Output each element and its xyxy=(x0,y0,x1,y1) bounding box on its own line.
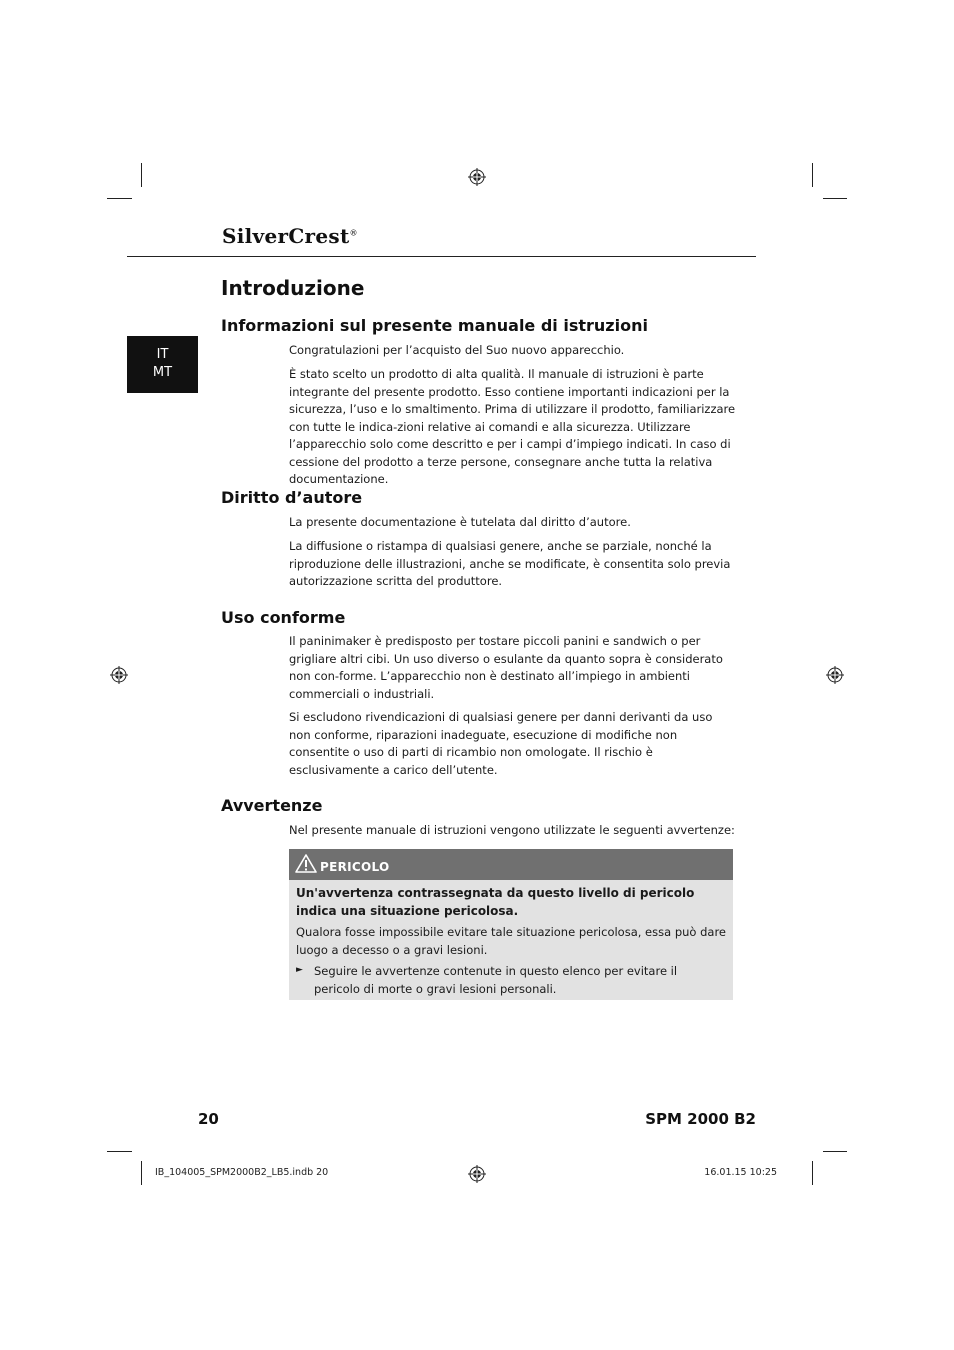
crop-mark xyxy=(141,1161,142,1185)
section-heading: Avvertenze xyxy=(221,796,323,815)
brand-logo xyxy=(222,224,358,248)
crop-mark xyxy=(812,163,813,187)
page-number: 20 xyxy=(198,1110,219,1128)
section-heading: Diritto d’autore xyxy=(221,488,363,507)
warning-label: PERICOLO xyxy=(320,860,390,874)
registration-mark-icon xyxy=(826,666,844,684)
print-slug-date: 16.01.15 10:25 xyxy=(704,1167,777,1178)
paragraph: Il paninimaker è predisposto per tostare piccoli panini e sandwich o per grigliare altri cibi. Un uso diverso o esulante da quanto sopra è considerato non con-forme. L’apparecchio non è destinato all’impiego in ambienti commerciali o industriali. xyxy=(289,634,723,701)
crop-mark xyxy=(107,198,132,199)
registration-mark-icon xyxy=(468,168,486,186)
warning-triangle-icon xyxy=(295,854,317,873)
paragraph: È stato scelto un prodotto di alta qualità. Il manuale di istruzioni è parte integrante del presente prodotto. Esso contiene importanti indicazioni per la sicurezza, l’uso e lo smaltimento. Prima di utilizzare il prodotto, familiarizzare con tutte le indica-zioni relative ai comandi e alla sicurezza. Utilizzare l’apparecchio solo come descritto e per i campi d’impiego indicati. In caso di cessione del prodotto a terze persone, consegnare anche tutta la relativa documentazione. xyxy=(289,367,736,486)
warning-header xyxy=(289,849,733,880)
section-heading: Informazioni sul presente manuale di istruzioni xyxy=(221,316,648,335)
language-tab-it: IT xyxy=(156,347,169,362)
registered-mark: ® xyxy=(349,228,358,238)
language-tab-mt: MT xyxy=(152,365,173,380)
warning-bold-text: Un'avvertenza contrassegnata da questo livello di pericolo indica una situazione pericolosa. xyxy=(296,886,695,918)
paragraph: Nel presente manuale di istruzioni vengono utilizzate le seguenti avvertenze: xyxy=(289,823,735,837)
paragraph: Si escludono rivendicazioni di qualsiasi genere per danni derivanti da uso non conforme, riparazioni inadeguate, esecuzione di modifiche non consentite o uso di parti di ricambio non omologate. Il rischio è esclusivamente a carico dell’utente. xyxy=(289,710,713,777)
registration-mark-icon xyxy=(468,1165,486,1183)
page-title: Introduzione xyxy=(221,276,365,300)
header-rule xyxy=(127,256,756,257)
warning-box xyxy=(289,849,733,1000)
crop-mark xyxy=(141,163,142,187)
crop-mark xyxy=(107,1151,132,1152)
warning-text: Qualora fosse impossibile evitare tale situazione pericolosa, essa può dare luogo a decesso o a gravi lesioni. xyxy=(296,925,726,957)
paragraph: Congratulazioni per l’acquisto del Suo nuovo apparecchio. xyxy=(289,343,625,357)
language-tab xyxy=(127,336,198,393)
model-number: SPM 2000 B2 xyxy=(645,1110,756,1128)
crop-mark xyxy=(823,1151,847,1152)
crop-mark xyxy=(812,1161,813,1185)
print-slug-file: IB_104005_SPM2000B2_LB5.indb 20 xyxy=(155,1167,329,1178)
bullet-arrow-icon: ► xyxy=(296,965,303,975)
paragraph: La diffusione o ristampa di qualsiasi genere, anche se parziale, nonché la riproduzione delle illustrazioni, anche se modificate, è consentita solo previa autorizzazione scritta del produttore. xyxy=(289,539,731,588)
crop-mark xyxy=(823,198,847,199)
warning-bullet-text: Seguire le avvertenze contenute in questo elenco per evitare il pericolo di morte o gravi lesioni personali. xyxy=(314,964,678,996)
brand-logo-text: SilverCrest xyxy=(222,224,350,248)
section-heading: Uso conforme xyxy=(221,608,346,627)
paragraph: La presente documentazione è tutelata dal diritto d’autore. xyxy=(289,515,631,529)
registration-mark-icon xyxy=(110,666,128,684)
